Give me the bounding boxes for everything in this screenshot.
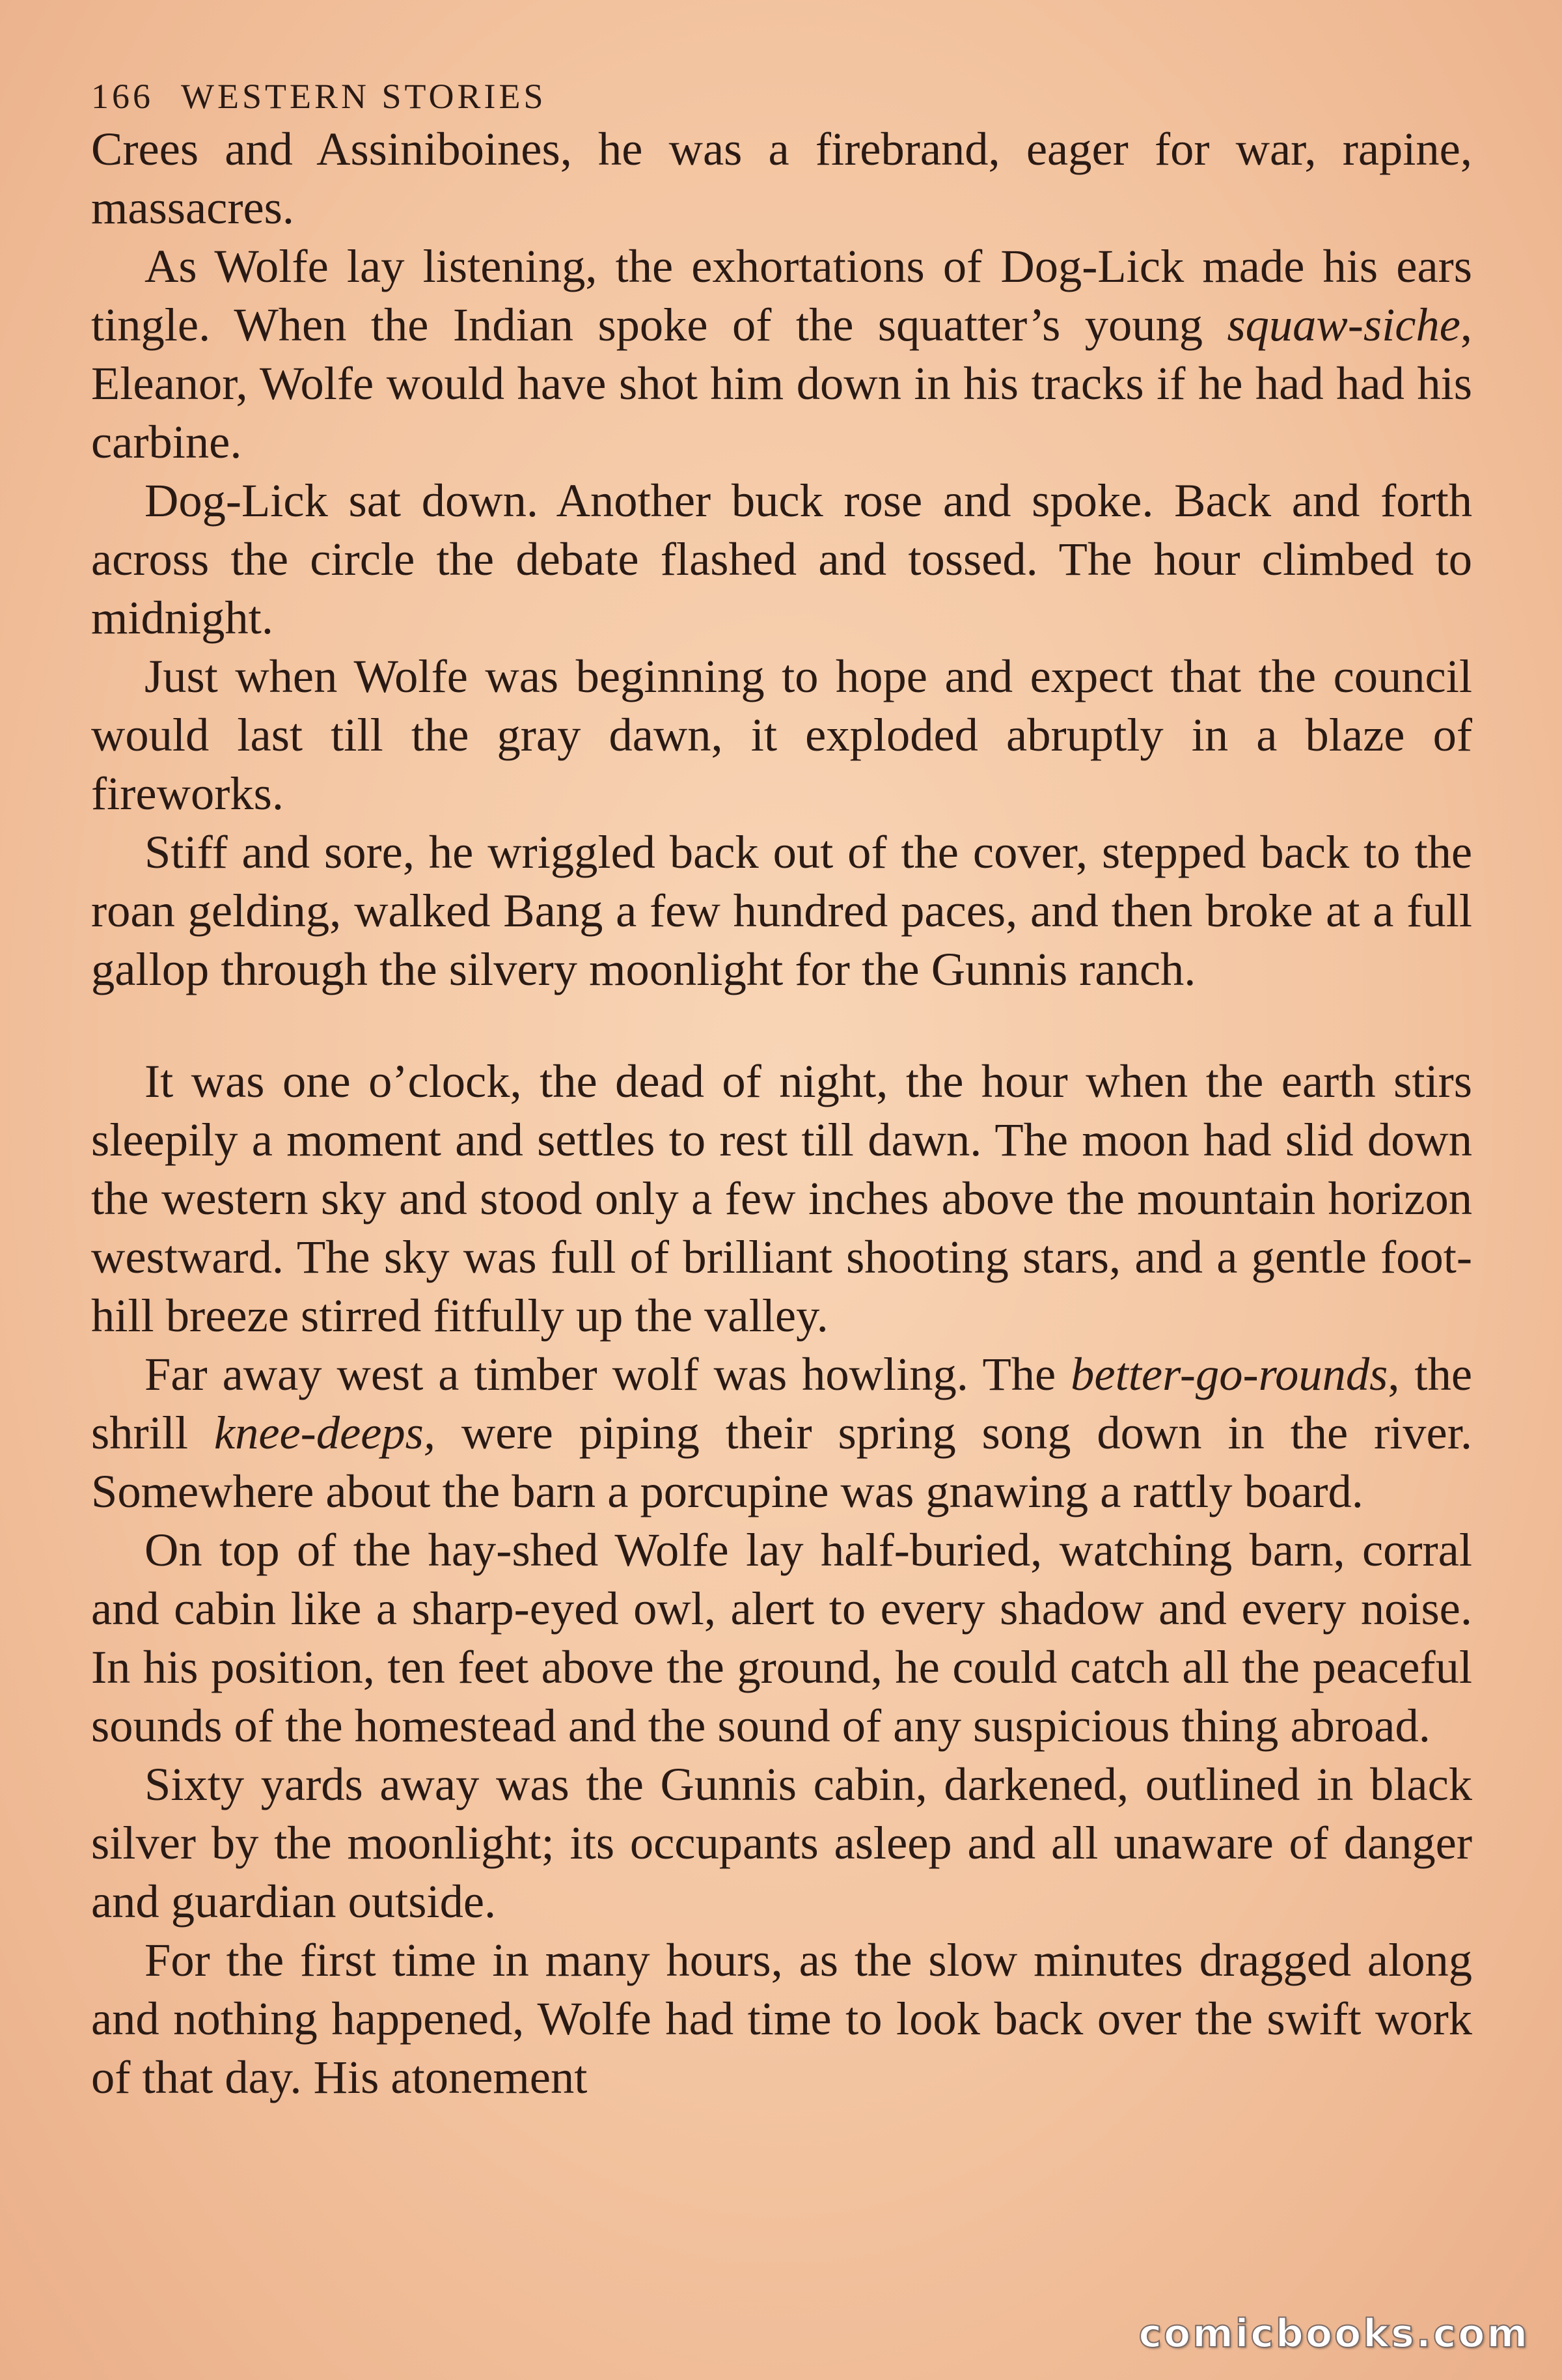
running-head	[91, 73, 1472, 120]
body-text	[91, 120, 1472, 2107]
paragraph-7-text-a: Far away west a timber wolf was howling. The	[144, 1348, 1071, 1400]
book-page	[91, 73, 1472, 2107]
italic-term-squaw-siche: squaw-siche	[1227, 298, 1460, 351]
paragraph-8: On top of the hay-shed Wolfe lay half-buried, watching barn, corral and cabin like a sharp-eyed owl, alert to every shadow and every noise. In his position, ten feet above the ground, he could catch all the peaceful sounds of the homestead and the sound of any suspicious thing abroad.	[91, 1523, 1472, 1752]
book-title: WESTERN STORIES	[181, 77, 547, 116]
paragraph-2-text-a: As Wolfe lay listening, the exhortations of Dog-Lick made his ears tingle. When the Indian spoke of the squatter’s young	[91, 240, 1472, 351]
paragraph-3: Dog-Lick sat down. Another buck rose and spoke. Back and forth across the circle the debate flashed and tossed. The hour climbed to midnight.	[91, 474, 1472, 644]
paragraph-7	[91, 1345, 1472, 1521]
paragraph-6: It was one o’clock, the dead of night, the hour when the earth stirs sleepily a moment and settles to rest till dawn. The moon had slid down the western sky and stood only a few inches above the mountain horizon westward. The sky was full of brilliant shooting stars, and a gentle foothill breeze stirred fitfully up the valley.	[91, 1055, 1472, 1342]
italic-term-better-go-rounds: better-go-rounds	[1071, 1348, 1388, 1400]
page-number: 166	[91, 77, 154, 116]
paragraph-5: Stiff and sore, he wriggled back out of the cover, stepped back to the roan gelding, walked Bang a few hundred paces, and then broke at a full gallop through the silvery moonlight for the Gunnis ranch.	[91, 825, 1472, 995]
paragraph-9: Sixty yards away was the Gunnis cabin, darkened, outlined in black silver by the moonlight; its occupants asleep and all unaware of danger and guardian outside.	[91, 1758, 1472, 1928]
italic-term-knee-deeps: knee-deeps,	[213, 1406, 436, 1459]
paragraph-4: Just when Wolfe was beginning to hope and expect that the council would last till the gray dawn, it exploded abruptly in a blaze of fireworks.	[91, 650, 1472, 820]
paragraph-1: Crees and Assiniboines, he was a firebrand, eager for war, rapine, massacres.	[91, 122, 1472, 234]
paragraph-2-text-b: , Eleanor, Wolfe would have shot him down in his tracks if he had had his carbine.	[91, 298, 1472, 468]
paragraph-7-text-b: , the shrill	[91, 1348, 1472, 1459]
paragraph-7-text-c: were piping their spring song down in the river. Somewhere about the barn a porcupine was gnawing a rattly board.	[91, 1406, 1472, 1517]
paragraph-2	[91, 237, 1472, 471]
watermark-logo: comicbooks.com	[1138, 2311, 1529, 2357]
paragraph-10: For the first time in many hours, as the slow minutes dragged along and nothing happened, Wolfe had time to look back over the swift work of that day. His atonement	[91, 1933, 1472, 2103]
